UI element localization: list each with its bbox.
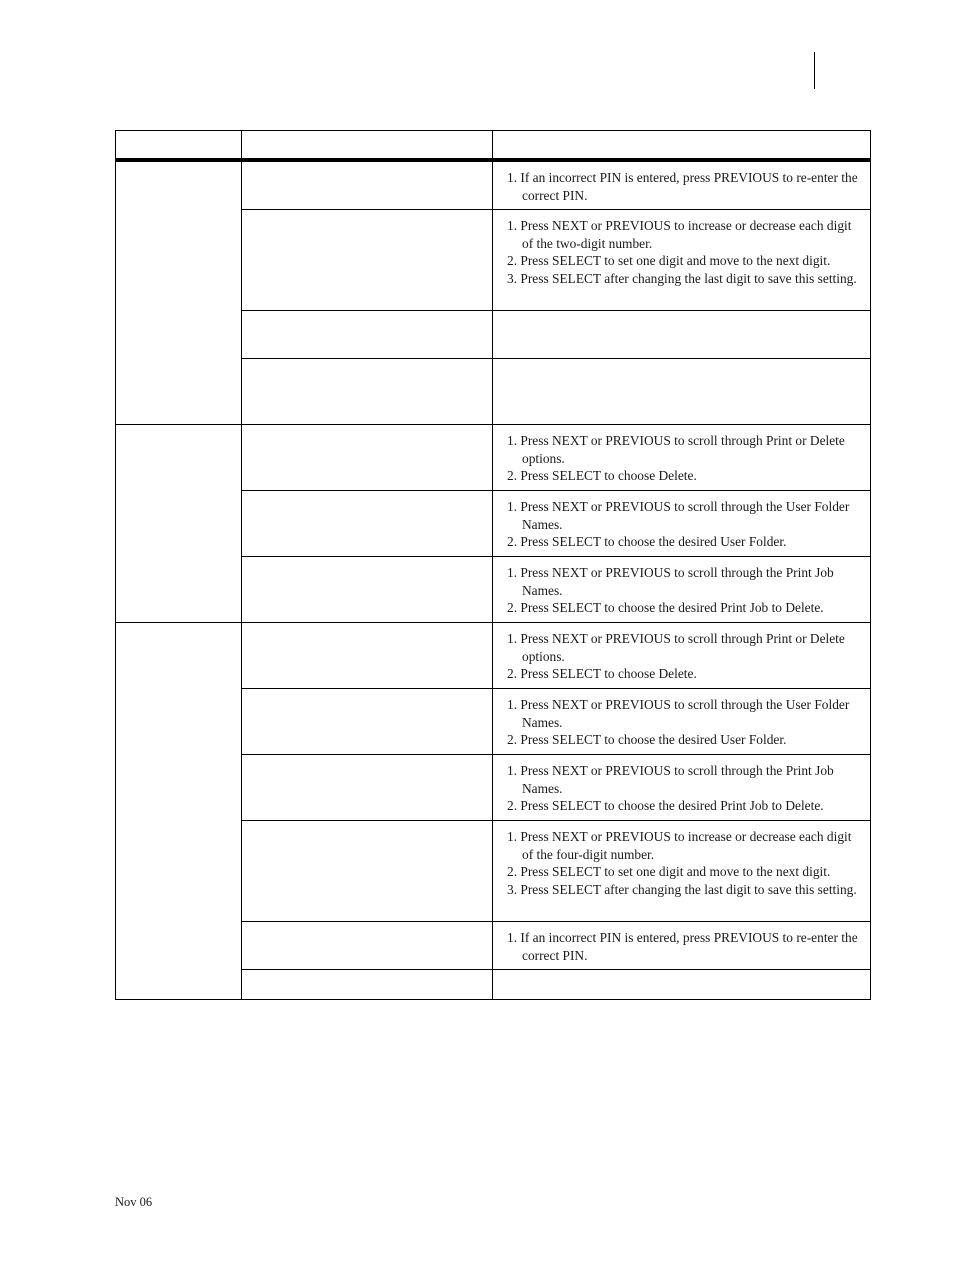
steps-cell (493, 688, 871, 754)
step-item: 2. Press SELECT to set one digit and move to the next digit. (507, 253, 831, 269)
step-item: 1. Press NEXT or PREVIOUS to increase or decrease each digit of the four-digit number. (507, 828, 852, 862)
setting-cell (242, 557, 493, 623)
step-item: 2. Press SELECT to choose the desired User Folder. (507, 732, 787, 748)
setting-cell (242, 921, 493, 969)
steps-cell (493, 622, 871, 688)
setting-cell (242, 359, 493, 425)
steps-cell (493, 754, 871, 820)
steps-cell (493, 425, 871, 491)
header-cell-2 (242, 131, 493, 161)
steps-cell (493, 970, 871, 1000)
steps-list (493, 623, 870, 688)
group-cell-3 (116, 622, 242, 999)
step-item: 2. Press SELECT to choose Delete. (507, 468, 697, 484)
step-item: 1. Press NEXT or PREVIOUS to scroll through the User Folder Names. (507, 696, 850, 730)
step-item: 1. If an incorrect PIN is entered, press PREVIOUS to re-enter the correct PIN. (507, 929, 858, 963)
setting-cell (242, 820, 493, 921)
steps-list (493, 689, 870, 754)
step-item: 1. Press NEXT or PREVIOUS to scroll through Print or Delete options. (507, 630, 845, 664)
steps-list (493, 425, 870, 490)
change-bar (814, 52, 815, 89)
steps-list (493, 162, 870, 209)
steps-list (493, 922, 870, 969)
step-item: 1. Press NEXT or PREVIOUS to scroll through the Print Job Names. (507, 565, 834, 598)
group-cell-2 (116, 425, 242, 623)
footer-date: Nov 06 (115, 1195, 153, 1209)
setting-cell (242, 160, 493, 210)
step-item: 2. Press SELECT to choose the desired Print Job to Delete. (507, 600, 824, 616)
table-header-row (116, 131, 871, 161)
step-item: 3. Press SELECT after changing the last digit to save this setting. (507, 881, 857, 897)
steps-cell (493, 160, 871, 210)
step-item: 3. Press SELECT after changing the last digit to save this setting. (507, 270, 857, 286)
step-item: 1. If an incorrect PIN is entered, press PREVIOUS to re-enter the correct PIN. (507, 170, 858, 203)
steps-cell (493, 921, 871, 969)
procedure-table (115, 130, 871, 1000)
setting-cell (242, 688, 493, 754)
step-item: 1. Press NEXT or PREVIOUS to scroll through Print or Delete options. (507, 433, 845, 466)
table-row (116, 622, 871, 688)
step-item: 1. Press NEXT or PREVIOUS to scroll through the Print Job Names. (507, 762, 834, 796)
header-cell-1 (116, 131, 242, 161)
group-cell-1 (116, 160, 242, 425)
steps-cell (493, 359, 871, 425)
steps-cell (493, 311, 871, 359)
setting-cell (242, 210, 493, 311)
setting-cell (242, 754, 493, 820)
steps-list (493, 755, 870, 820)
steps-cell (493, 557, 871, 623)
step-item: 2. Press SELECT to choose the desired User Folder. (507, 534, 787, 550)
step-item: 1. Press NEXT or PREVIOUS to increase or decrease each digit of the two-digit number. (507, 218, 852, 251)
steps-list (493, 557, 870, 622)
table-row (116, 425, 871, 491)
steps-cell (493, 210, 871, 311)
header-cell-3 (493, 131, 871, 161)
steps-cell (493, 491, 871, 557)
step-item: 2. Press SELECT to set one digit and move to the next digit. (507, 864, 831, 880)
steps-cell (493, 820, 871, 921)
setting-cell (242, 425, 493, 491)
table-row (116, 160, 871, 210)
steps-list (493, 210, 870, 292)
step-item: 2. Press SELECT to choose Delete. (507, 666, 697, 682)
steps-list (493, 821, 870, 903)
step-item: 1. Press NEXT or PREVIOUS to scroll through the User Folder Names. (507, 499, 850, 532)
setting-cell (242, 311, 493, 359)
setting-cell (242, 622, 493, 688)
step-item: 2. Press SELECT to choose the desired Print Job to Delete. (507, 798, 824, 814)
steps-list (493, 491, 870, 556)
setting-cell (242, 491, 493, 557)
setting-cell (242, 970, 493, 1000)
